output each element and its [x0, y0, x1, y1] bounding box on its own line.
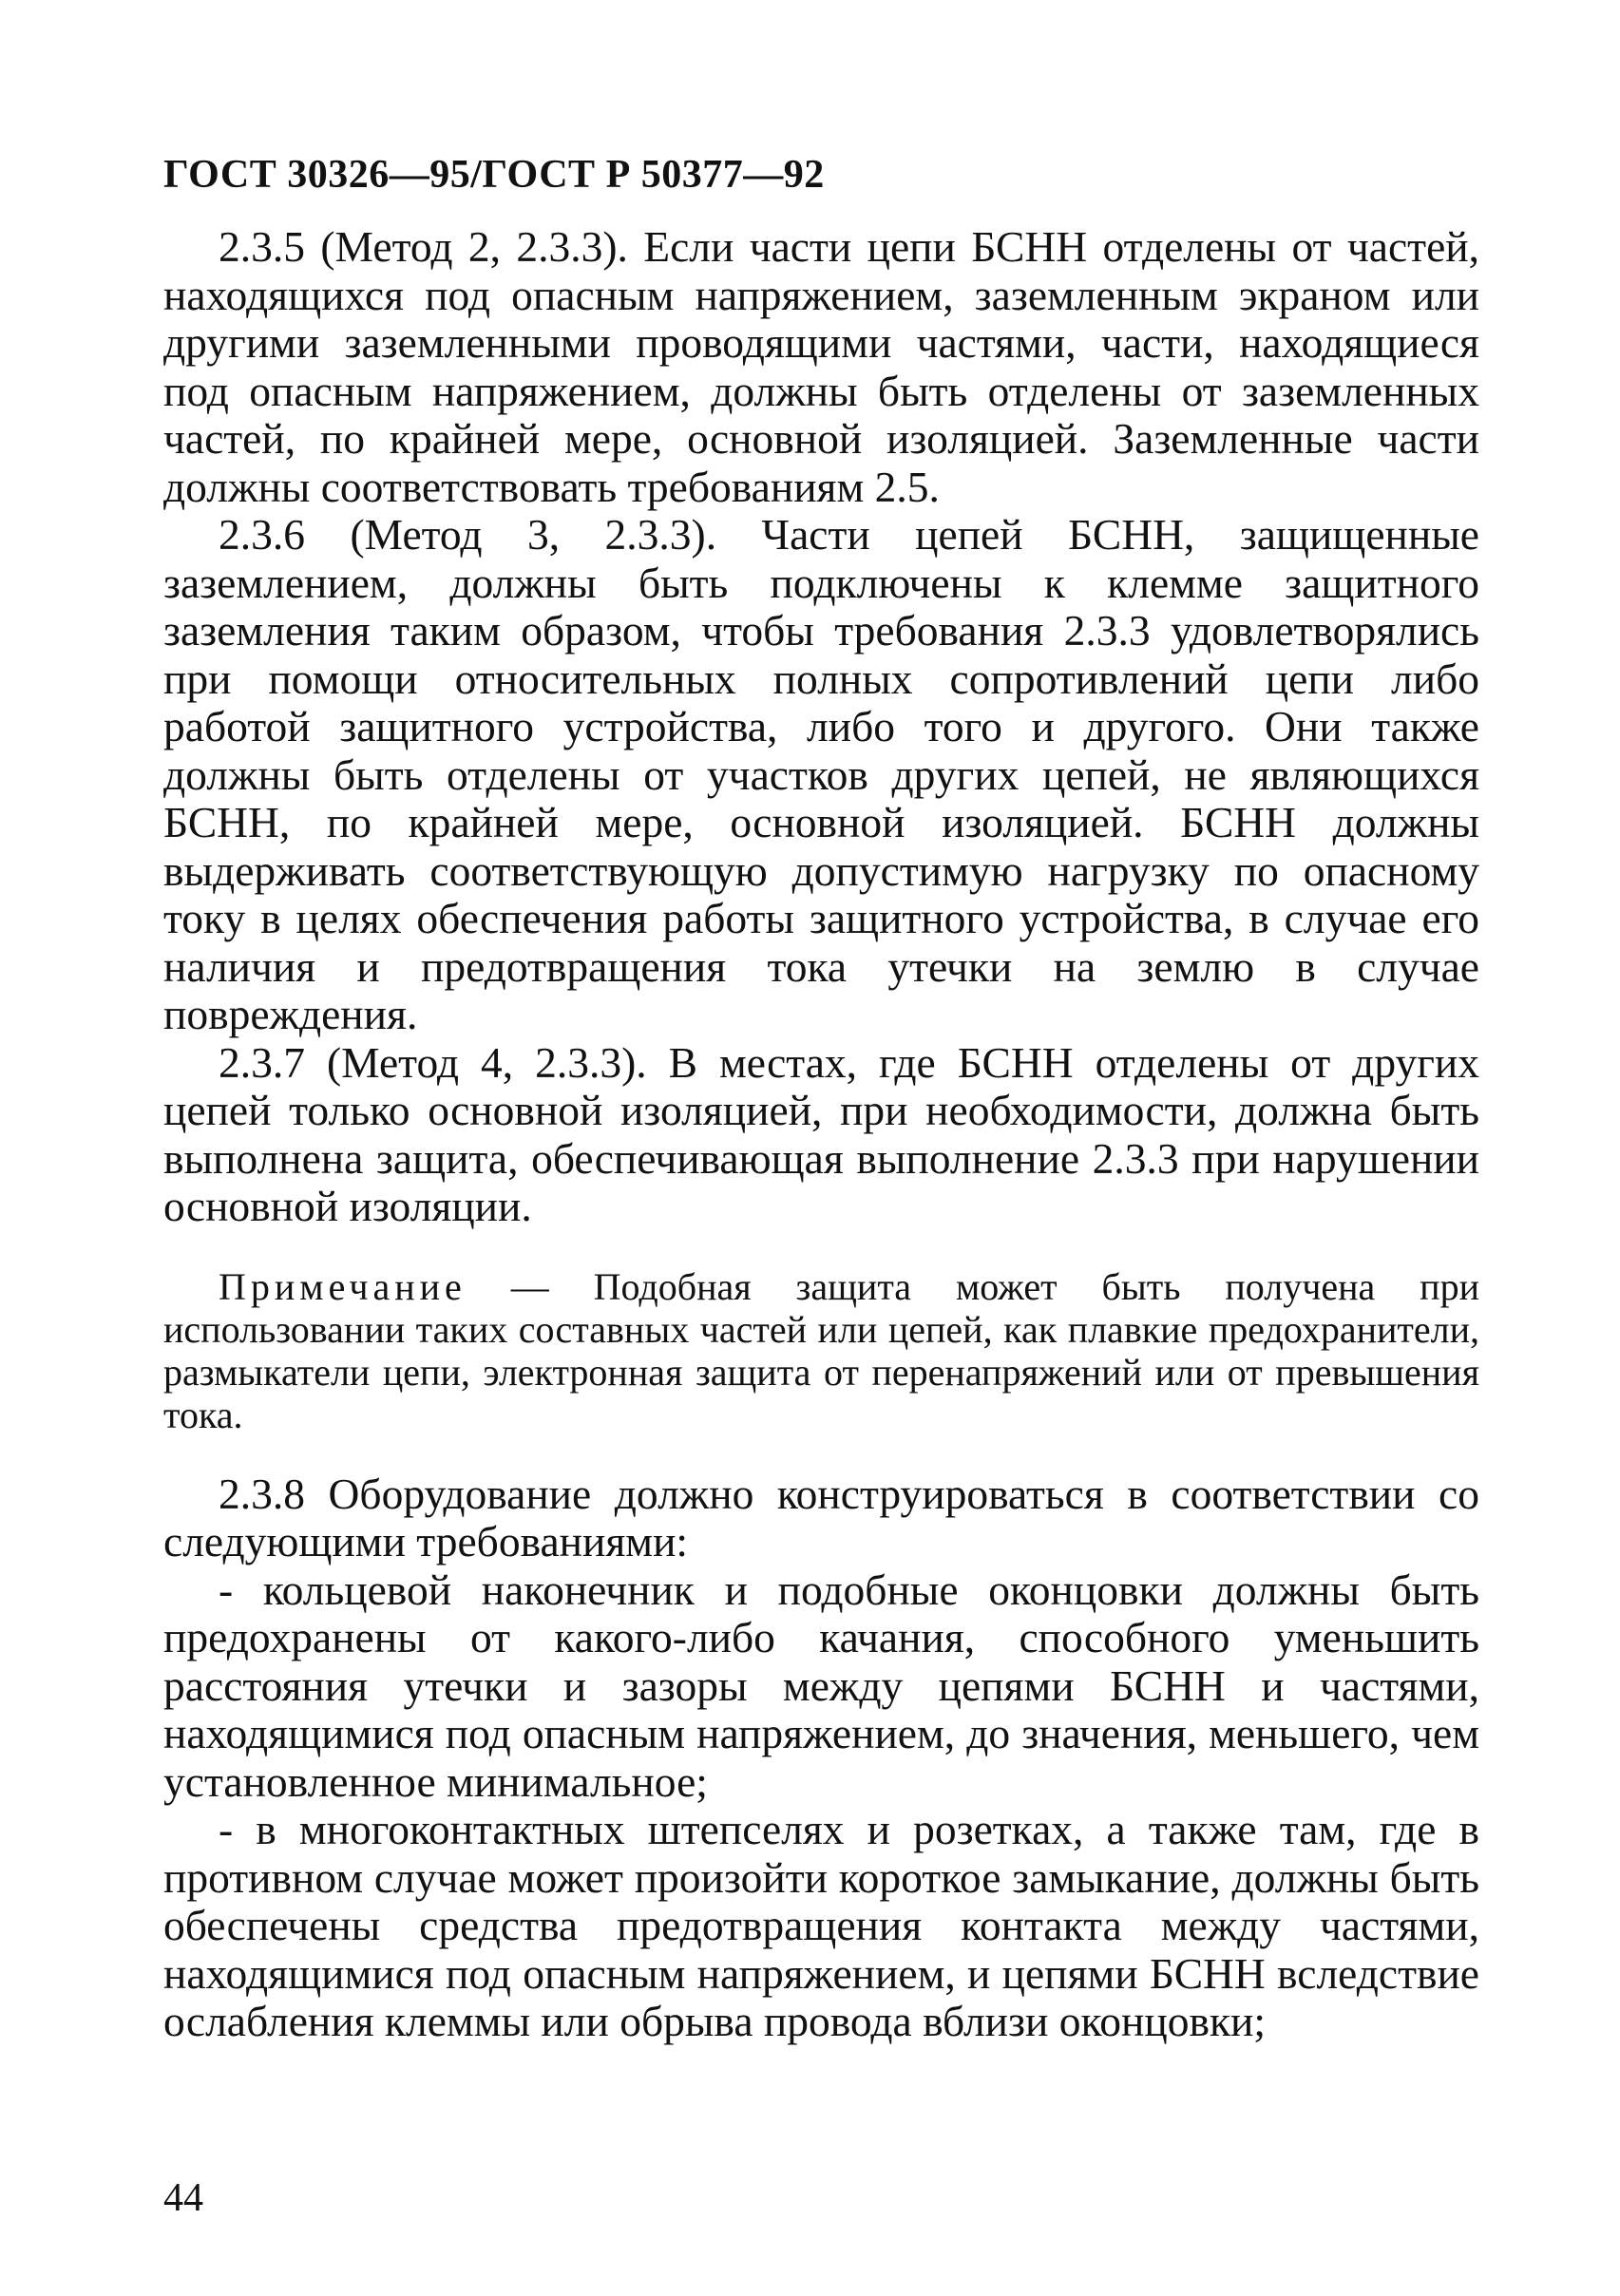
- note-label: Примечание: [219, 1264, 467, 1308]
- page-number: 44: [163, 2176, 203, 2220]
- standard-header: ГОСТ 30326—95/ГОСТ Р 50377—92: [163, 153, 825, 197]
- note-text: — Подобная защита может быть получена при использовании таких составных частей или цепей, как плавкие предохранители, размыкатели цепи, электронная защита от перенапряжений или от превышения тока.: [163, 1264, 1479, 1436]
- body-text: [163, 223, 1479, 2046]
- paragraph-2-3-5: 2.3.5 (Метод 2, 2.3.3). Если части цепи БСНН отделены от частей, находящихся под опасным напряжением, заземленным экраном или другими заземленными проводящими частями, части, находящиеся под опасным напряжением, должны быть отделены от заземленных частей, по крайней мере, основной изоляцией. Заземленные части должны соответствовать требованиям 2.5.: [163, 222, 1479, 511]
- list-item-2: - в многоконтактных штепселях и розетках, а также там, где в противном случае может произойти короткое замыкание, должны быть обеспечены средства предотвращения контакта между частями, находящимися под опасным напряжением, и цепями БСНН вследствие ослабления клеммы или обрыва провода вблизи оконцовки;: [163, 1805, 1479, 2045]
- paragraph-2-3-7: 2.3.7 (Метод 4, 2.3.3). В местах, где БСНН отделены от других цепей только основной изоляцией, при необходимости, должна быть выполнена защита, обеспечивающая выполнение 2.3.3 при нарушении основной изоляции.: [163, 1037, 1479, 1230]
- note: [163, 1265, 1479, 1436]
- paragraph-2-3-6: 2.3.6 (Метод 3, 2.3.3). Части цепей БСНН, защищенные заземлением, должны быть подключены к клемме защитного заземления таким образом, чтобы требования 2.3.3 удовлетворялись при помощи относительных полных сопротивлений цепи либо работой защитного устройства, либо того и другого. Они также должны быть отделены от участков других цепей, не являющихся БСНН, по крайней мере, основной изоляцией. БСНН должны выдерживать соответствующую допустимую нагрузку по опасному току в целях обеспечения работы защитного устройства, в случае его наличия и предотвращения тока утечки на землю в случае повреждения.: [163, 510, 1479, 1038]
- paragraph-2-3-8: 2.3.8 Оборудование должно конструироваться в соответствии со следующими требованиями:: [163, 1469, 1479, 1565]
- list-item-1: - кольцевой наконечник и подобные оконцовки должны быть предохранены от какого-либо качания, способного уменьшить расстояния утечки и зазоры между цепями БСНН и частями, находящимися под опасным напряжением, до значения, меньшего, чем установленное минимальное;: [163, 1565, 1479, 1806]
